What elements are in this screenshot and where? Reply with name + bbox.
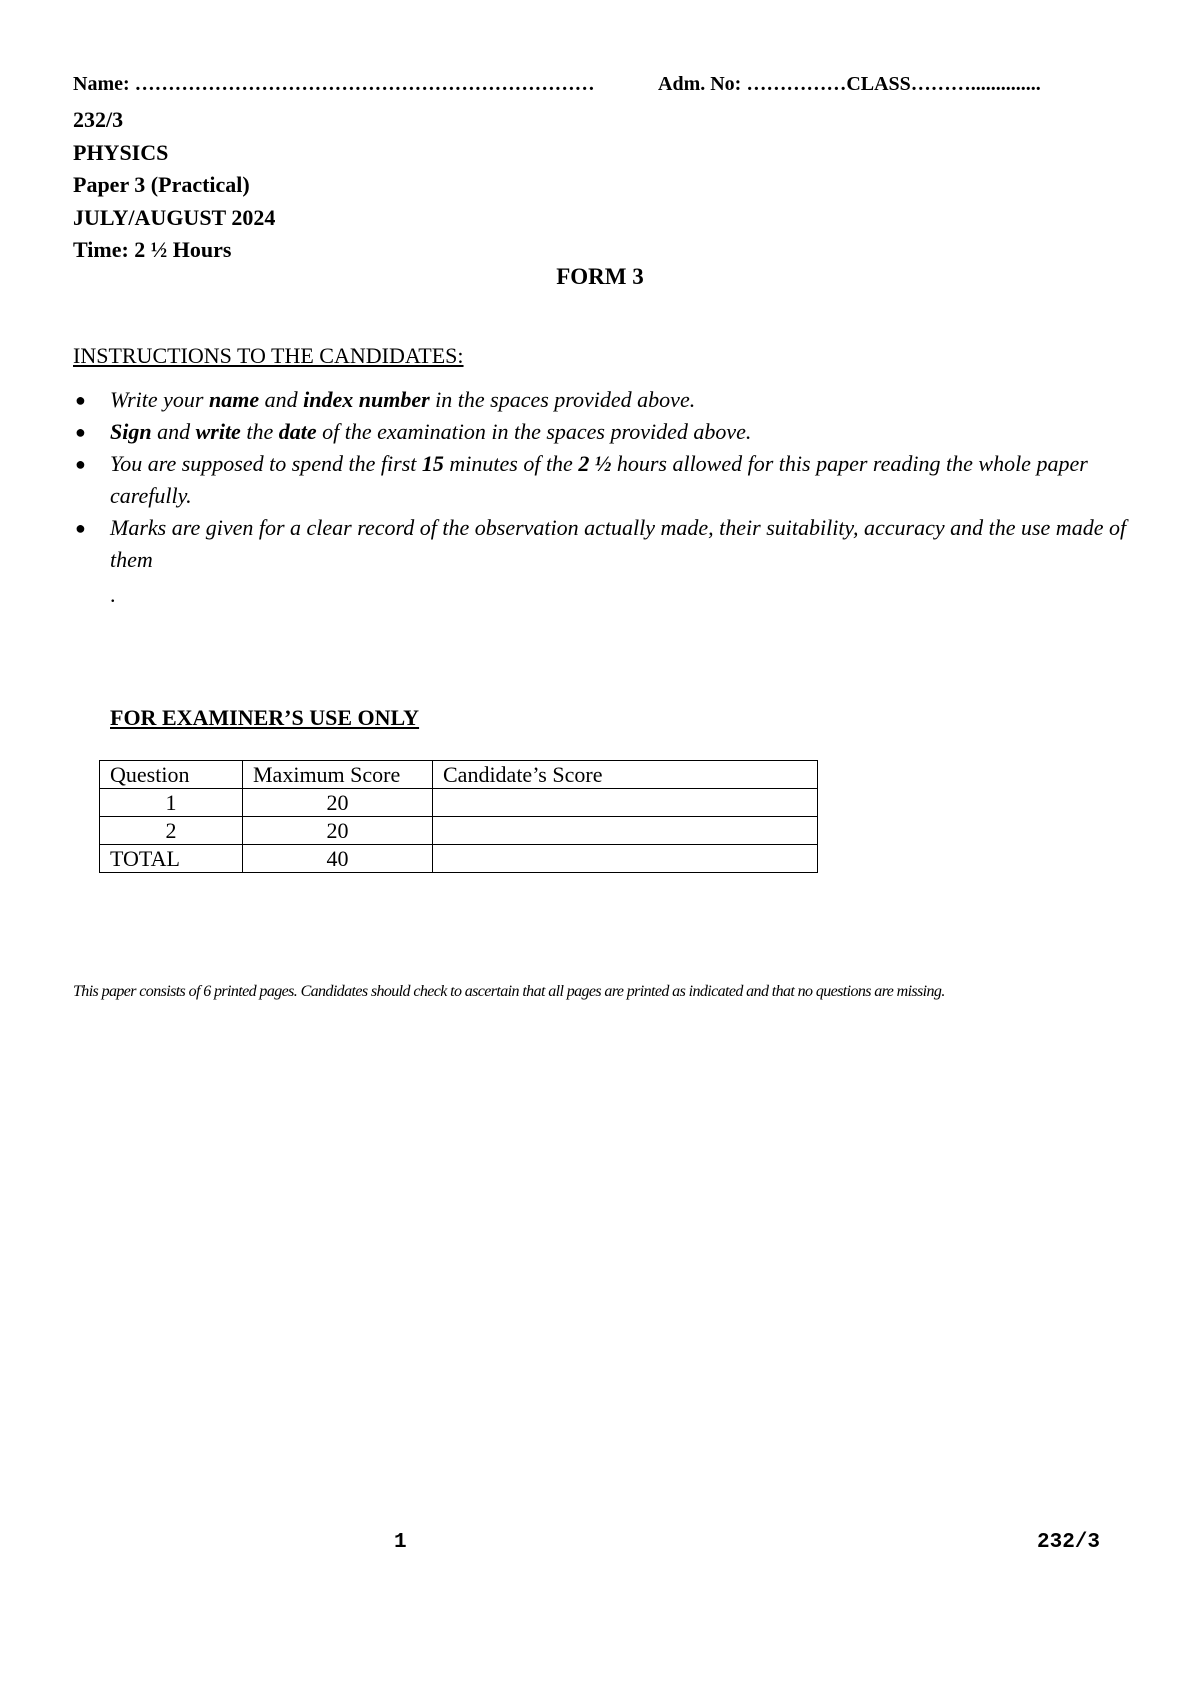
max-score-cell: 20 [243,789,433,817]
candidate-score-cell[interactable] [433,845,818,873]
examiner-score-table [99,760,818,873]
form-title: FORM 3 [556,264,644,289]
bullet-icon: ● [75,422,86,442]
column-header: Candidate’s Score [433,761,818,789]
instruction-text: minutes of the [443,451,579,476]
question-cell: TOTAL [100,845,243,873]
instruction-item [73,416,1133,448]
name-field-label: Name: …………………………………………………………… [73,73,595,95]
bullet-icon: ● [75,518,86,538]
column-header: Question [100,761,243,789]
instruction-text: You are supposed to spend the first [110,451,422,476]
question-cell: 1 [100,789,243,817]
instruction-text: Write your [110,387,209,412]
bullet-icon: ● [75,390,86,410]
instruction-emphasis: 15 [421,451,444,476]
instruction-emphasis: name [209,387,260,412]
instruction-text: and [151,419,196,444]
column-header: Maximum Score [243,761,433,789]
instruction-text: the [240,419,279,444]
instruction-item [73,512,1133,576]
page-count-note: This paper consists of 6 printed pages. Candidates should check to ascertain that all pages are printed as indicated and that no questions are missing. [73,983,945,1000]
table-row [100,817,818,845]
footer-paper-code: 232/3 [1037,1531,1101,1554]
paper-title: Paper 3 (Practical) [73,172,250,197]
instructions-heading: INSTRUCTIONS TO THE CANDIDATES: [73,343,464,368]
instruction-emphasis: index number [303,387,430,412]
instruction-text: hours allowed for this paper reading the whole paper carefully. [110,451,1088,508]
instruction-text: of the examination in the spaces provided above. [316,419,752,444]
page-number: 1 [394,1531,407,1554]
adm-class-field-label: Adm. No: ……………CLASS……….............. [658,73,1041,95]
instruction-item [73,448,1133,512]
table-row [100,845,818,873]
exam-session: JULY/AUGUST 2024 [73,204,276,230]
candidate-score-cell[interactable] [433,817,818,845]
candidate-details-line [73,73,1133,96]
instruction-text: and [259,387,304,412]
instruction-emphasis: Sign [110,419,152,444]
question-cell: 2 [100,817,243,845]
paper-code: 232/3 [73,107,124,132]
exam-time: Time: 2 ½ Hours [73,237,232,262]
instructions-list [73,384,1133,576]
max-score-cell: 40 [243,845,433,873]
trailing-dot: . [110,582,116,607]
instruction-text: Marks are given for a clear record of the observation actually made, their suitability, accuracy and the use made of them [110,515,1127,572]
instruction-item [73,384,1133,416]
examiner-heading: FOR EXAMINER’S USE ONLY [110,705,420,730]
instruction-emphasis: date [278,419,317,444]
candidate-score-cell[interactable] [433,789,818,817]
instruction-emphasis: 2 ½ [578,451,612,476]
paper-meta [73,104,275,267]
instruction-text: in the spaces provided above. [429,387,696,412]
table-row [100,789,818,817]
bullet-icon: ● [75,454,86,474]
subject-name: PHYSICS [73,139,169,165]
instruction-emphasis: write [195,419,241,444]
table-header-row [100,761,818,789]
max-score-cell: 20 [243,817,433,845]
